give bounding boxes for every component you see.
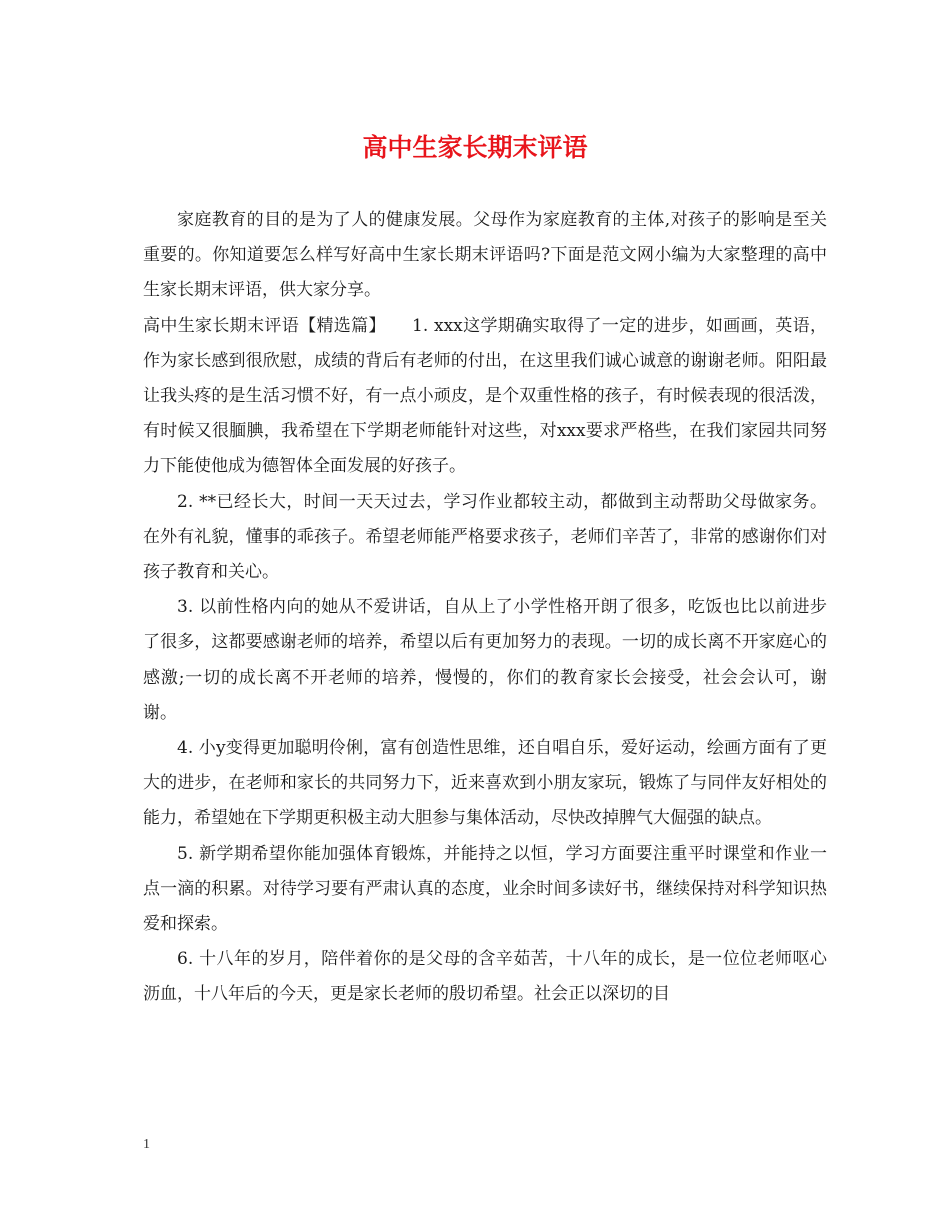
paragraph-item-2: 2. **已经长大，时间一天天过去，学习作业都较主动，都做到主动帮助父母做家务。在外有礼貌，懂事的乖孩子。希望老师能严格要求孩子，老师们辛苦了，非常的感谢你们对孩子教育和关心。 — [143, 491, 827, 583]
page-number: 1 — [143, 1137, 150, 1152]
document-title: 高中生家长期末评语 — [362, 133, 588, 162]
paragraph-item-3: 3. 以前性格内向的她从不爱讲话，自从上了小学性格开朗了很多，吃饭也比以前进步了很多，这都要感谢老师的培养，希望以后有更加努力的表现。一切的成长离不开家庭心的感激;一切的成长离不开老师的培养，慢慢的，你们的教育家长会接受，社会会认可，谢谢。 — [143, 597, 827, 723]
paragraph-item-1: 高中生家长期末评语【精选篇】 1. xxx这学期确实取得了一定的进步，如画画，英语，作为家长感到很欣慰，成绩的背后有老师的付出，在这里我们诚心诚意的谢谢老师。阳阳最让我头疼的是生活习惯不好，有一点小顽皮，是个双重性格的孩子，有时候表现的很活泼，有时候又很腼腆，我希望在下学期老师能针对这些，对xxx要求严格些，在我们家园共同努力下能使他成为德智体全面发展的好孩子。 — [143, 315, 827, 477]
paragraph-item-6: 6. 十八年的岁月，陪伴着你的是父母的含辛茹苦，十八年的成长，是一位位老师呕心沥血，十八年后的今天，更是家长老师的殷切希望。社会正以深切的目 — [143, 949, 827, 1005]
paragraph-intro: 家庭教育的目的是为了人的健康发展。父母作为家庭教育的主体,对孩子的影响是至关重要的。你知道要怎么样写好高中生家长期末评语吗?下面是范文网小编为大家整理的高中生家长期末评语，供大家分享。 — [143, 210, 827, 301]
document-body — [143, 203, 827, 1013]
paragraph-item-4: 4. 小y变得更加聪明伶俐，富有创造性思维，还自唱自乐，爱好运动，绘画方面有了更大的进步，在老师和家长的共同努力下，近来喜欢到小朋友家玩，锻炼了与同伴友好相处的能力，希望她在下学期更积极主动大胆参与集体活动，尽快改掉脾气大倔强的缺点。 — [143, 738, 827, 829]
paragraph-item-5: 5. 新学期希望你能加强体育锻炼，并能持之以恒，学习方面要注重平时课堂和作业一点一滴的积累。对待学习要有严肃认真的态度，业余时间多读好书，继续保持对科学知识热爱和探索。 — [143, 843, 827, 935]
